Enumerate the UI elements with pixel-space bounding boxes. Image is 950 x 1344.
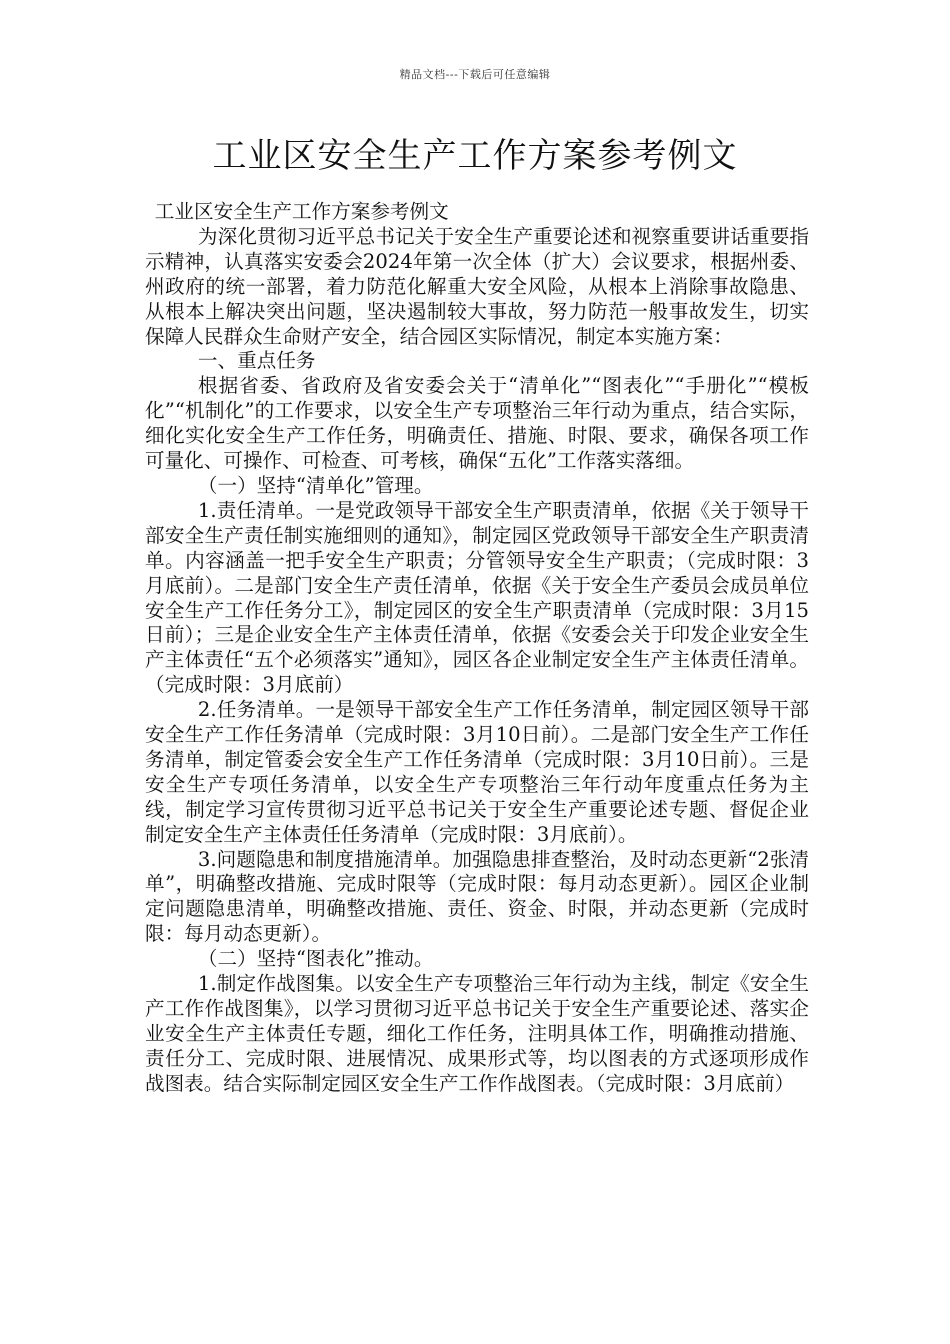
paragraph-task-list: 2.任务清单。一是领导干部安全生产工作任务清单，制定园区领导干部安全生产工作任务清单（完成时限：3月10日前）。二是部门安全生产工作任务清单，制定管委会安全生产工作任务清单（完成时限：3月10日前）。三是安全生产专项任务清单，以安全生产专项整治三年行动年度重点任务为主线，制定学习宣传贯彻习近平总书记关于安全生产重要论述专题、督促企业制定安全生产主体责任任务清单（完成时限：3月底前）。 bbox=[145, 698, 809, 846]
paragraph-key-tasks: 根据省委、省政府及省安委会关于“清单化”“图表化”“手册化”“模板化”“机制化”的工作要求，以安全生产专项整治三年行动为重点，结合实际，细化实化安全生产工作任务，明确责任、措施、时限、要求，确保各项工作可量化、可操作、可检查、可考核，确保“五化”工作落实落细。 bbox=[145, 374, 809, 473]
document-title: 工业区安全生产工作方案参考例文 bbox=[212, 136, 738, 176]
section-heading-key-tasks: 一、重点任务 bbox=[197, 349, 316, 373]
subsection-heading-checklist: （一）坚持“清单化”管理。 bbox=[197, 473, 434, 497]
paragraph-subtitle: 工业区安全生产工作方案参考例文 bbox=[154, 200, 449, 223]
paragraph-hazard-list: 3.问题隐患和制度措施清单。加强隐患排查整治，及时动态更新“2张清单”，明确整改措施、完成时限等（完成时限：每月动态更新）。园区企业制定问题隐患清单，明确整改措施、责任、资金、时限，并动态更新（完成时限：每月动态更新）。 bbox=[145, 847, 809, 946]
paragraph-battle-charts: 1.制定作战图集。以安全生产专项整治三年行动为主线，制定《安全生产工作作战图集》，以学习贯彻习近平总书记关于安全生产重要论述、落实企业安全生产主体责任专题，细化工作任务，注明具体工作，明确推动措施、责任分工、完成时限、进展情况、成果形式等，均以图表的方式逐项形成作战图表。结合实际制定园区安全生产工作作战图表。（完成时限：3月底前） bbox=[145, 972, 809, 1095]
paragraph-responsibility-list: 1.责任清单。一是党政领导干部安全生产职责清单，依据《关于领导干部安全生产责任制实施细则的通知》，制定园区党政领导干部安全生产职责清单。内容涵盖一把手安全生产职责；分管领导安全生产职责；（完成时限：3月底前）。二是部门安全生产责任清单，依据《关于安全生产委员会成员单位安全生产工作任务分工》，制定园区的安全生产职责清单（完成时限：3月15日前）；三是企业安全生产主体责任清单，依据《安委会关于印发企业安全生产主体责任“五个必须落实”通知》，园区各企业制定安全生产主体责任清单。（完成时限：3月底前） bbox=[145, 498, 809, 697]
paragraph-intro: 为深化贯彻习近平总书记关于安全生产重要论述和视察重要讲话重要指示精神，认真落实安委会2024年第一次全体（扩大）会议要求，根据州委、州政府的统一部署，着力防范化解重大安全风险，从根本上消除事故隐患、从根本上解决突出问题，坚决遏制较大事故，努力防范一般事故发生，切实保障人民群众生命财产安全，结合园区实际情况，制定本实施方案： bbox=[145, 224, 809, 348]
header-note: 精品文档---下载后可任意编辑 bbox=[399, 68, 551, 81]
document-body bbox=[145, 200, 809, 1097]
subsection-heading-charts: （二）坚持“图表化”推动。 bbox=[197, 947, 434, 971]
